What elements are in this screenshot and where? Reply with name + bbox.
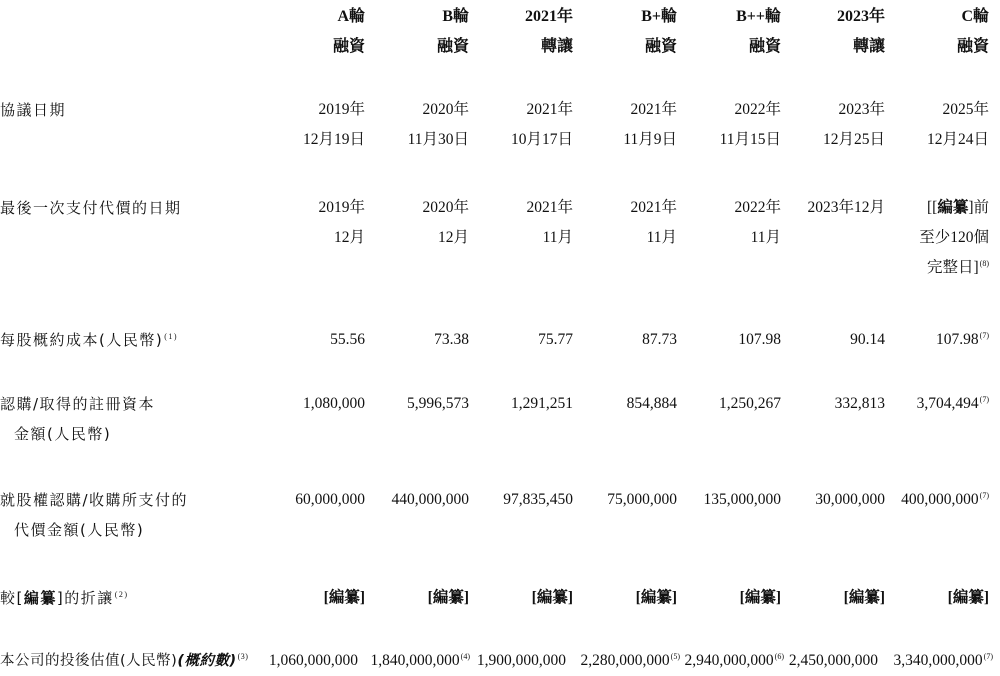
registered-capital-cell: 854,884 xyxy=(626,395,677,412)
header-series-a: A輪 融資 xyxy=(332,8,365,55)
cost-per-share-cell: 107.98$^{(7)}$ xyxy=(936,330,989,348)
footnote-ref: (1) xyxy=(164,332,179,341)
valuation-cell: 1,060,000,000 xyxy=(268,652,358,669)
agreement-date-cell: 2021年 10月17日 xyxy=(510,101,573,148)
consideration-cell: 75,000,000 xyxy=(607,491,677,508)
footnote-ref: (8) xyxy=(979,258,989,268)
footnote-ref: (7) xyxy=(983,651,993,661)
consideration-cell: 97,835,450 xyxy=(503,491,573,508)
row-label-last-payment-date: 最後一次支付代價的日期 xyxy=(0,199,182,217)
discount-cell: [編纂] xyxy=(843,589,885,606)
cost-per-share-cell: 90.14 xyxy=(850,331,885,348)
last-payment-date-cell: 2021年 11月 xyxy=(526,199,573,246)
agreement-date-cell: 2023年 12月25日 xyxy=(822,101,885,148)
consideration-cell: 135,000,000 xyxy=(703,491,781,508)
registered-capital-cell: 332,813 xyxy=(834,395,885,412)
registered-capital-cell: 5,996,573 xyxy=(407,395,469,412)
agreement-date-cell: 2025年 12月24日 xyxy=(926,101,989,148)
row-label-cost-per-share: 每股概約成本(人民幣)$^{(1)}$ xyxy=(0,331,179,349)
footnote-ref: (7) xyxy=(979,490,989,500)
cost-per-share-cell: 87.73 xyxy=(642,331,677,348)
header-series-b-plus: B+輪 融資 xyxy=(641,8,677,55)
footnote-ref: (6) xyxy=(774,651,784,661)
agreement-date-cell: 2021年 11月9日 xyxy=(623,101,677,148)
discount-cell: [編纂] xyxy=(531,589,573,606)
discount-cell: [編纂] xyxy=(947,589,989,606)
agreement-date-cell: 2019年 12月19日 xyxy=(302,101,365,148)
last-payment-date-cell: 2021年 11月 xyxy=(630,199,677,246)
valuation-cell: 2,450,000,000 xyxy=(788,652,878,669)
header-series-c: C輪 融資 xyxy=(956,8,989,55)
header-series-b: B輪 融資 xyxy=(436,8,469,55)
cost-per-share-cell: 75.77 xyxy=(538,331,573,348)
registered-capital-cell: 3,704,494$^{(7)}$ xyxy=(916,394,989,412)
valuation-cell: 2,280,000,000$^{(5)}$ xyxy=(580,651,680,669)
consideration-cell: 30,000,000 xyxy=(815,491,885,508)
row-label-valuation: 本公司的投後估值(人民幣)(概約數)$^{(3)}$ xyxy=(0,652,249,669)
row-label-discount: 較[編纂]的折讓$^{(2)}$ xyxy=(0,589,129,607)
discount-cell: [編纂] xyxy=(323,589,365,606)
agreement-date-cell: 2020年 11月30日 xyxy=(407,101,469,148)
registered-capital-cell: 1,291,251 xyxy=(511,395,573,412)
row-label-agreement-date: 協議日期 xyxy=(0,101,67,119)
last-payment-date-cell: 2020年 12月 xyxy=(422,199,469,246)
last-payment-date-cell: [[編纂]前 至少120個 完整日]$^{(8)}$ xyxy=(919,199,989,276)
last-payment-date-cell: 2019年 12月 xyxy=(318,199,365,246)
valuation-cell: 1,840,000,000$^{(4)}$ xyxy=(370,651,470,669)
footnote-ref: (2) xyxy=(114,590,129,599)
header-2021-transfer: 2021年 轉讓 xyxy=(524,8,573,55)
footnote-ref: (4) xyxy=(460,651,470,661)
footnote-ref: (7) xyxy=(979,394,989,404)
cost-per-share-cell: 73.38 xyxy=(434,331,469,348)
redacted-text: 編纂 xyxy=(937,199,969,216)
consideration-cell: 60,000,000 xyxy=(295,491,365,508)
cost-per-share-cell: 55.56 xyxy=(330,331,365,348)
footnote-ref: (5) xyxy=(670,651,680,661)
registered-capital-cell: 1,080,000 xyxy=(303,395,365,412)
valuation-cell: 1,900,000,000 xyxy=(476,652,566,669)
discount-cell: [編纂] xyxy=(739,589,781,606)
valuation-cell: 3,340,000,000$^{(7)}$ xyxy=(893,651,993,669)
bracket-suffix: ]前 xyxy=(968,199,989,216)
redacted-text: 編纂 xyxy=(23,589,57,607)
consideration-cell: 400,000,000$^{(7)}$ xyxy=(901,490,989,508)
last-payment-date-cell: 2023年12月 xyxy=(807,199,885,216)
approx-qualifier: (概約數) xyxy=(177,653,237,669)
header-series-b-plus-plus: B++輪 融資 xyxy=(736,8,781,55)
agreement-date-cell: 2022年 11月15日 xyxy=(719,101,781,148)
registered-capital-cell: 1,250,267 xyxy=(719,395,781,412)
valuation-cell: 2,940,000,000$^{(6)}$ xyxy=(684,651,784,669)
discount-cell: [編纂] xyxy=(635,589,677,606)
bracket-prefix: [[ xyxy=(926,199,938,216)
header-2023-transfer: 2023年 轉讓 xyxy=(836,8,885,55)
consideration-cell: 440,000,000 xyxy=(391,491,469,508)
footnote-ref: (7) xyxy=(979,330,989,340)
cost-per-share-cell: 107.98 xyxy=(738,331,781,348)
discount-cell: [編纂] xyxy=(427,589,469,606)
last-payment-date-cell: 2022年 11月 xyxy=(734,199,781,246)
row-label-consideration: 就股權認購/收購所支付的 代價金額(人民幣) xyxy=(0,491,189,539)
footnote-ref: (3) xyxy=(237,652,249,662)
row-label-registered-capital: 認購/取得的註冊資本 金額(人民幣) xyxy=(0,395,156,443)
